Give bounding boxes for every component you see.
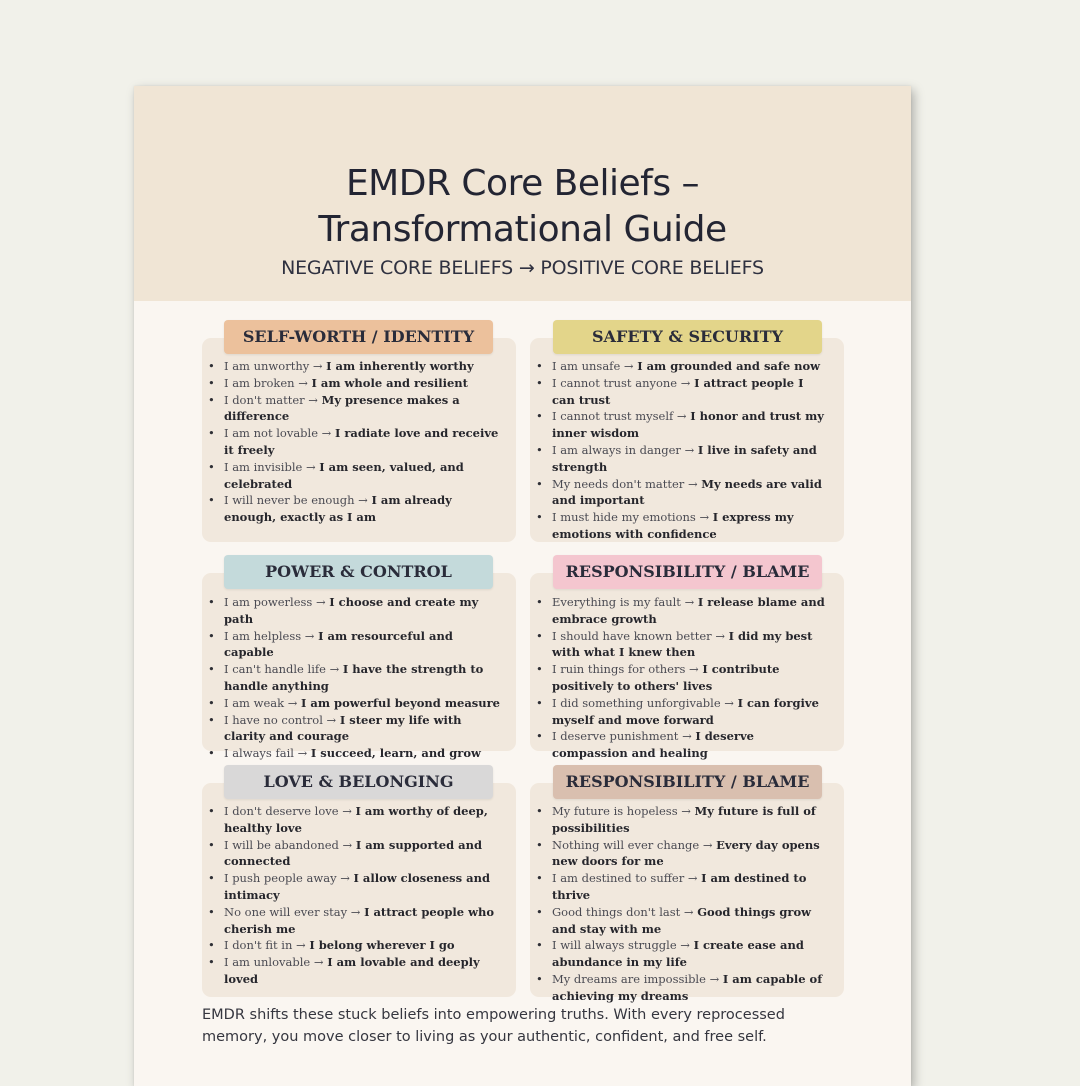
positive-belief: Every day opens new doors for me [552,837,820,869]
belief-item [530,594,830,628]
negative-belief: I don't matter → [224,392,318,407]
belief-item [530,509,830,543]
negative-belief: I ruin things for others → [552,662,699,677]
section-title-future: RESPONSIBILITY / BLAME [553,765,822,799]
section-title-power: POWER & CONTROL [224,555,493,589]
positive-belief: I am destined to thrive [552,871,807,902]
positive-belief: I deserve compassion and healing [552,729,754,761]
belief-item [530,408,830,442]
negative-belief: I am unsafe → [552,359,634,373]
belief-item [530,837,830,871]
negative-belief: I should have known better → [552,628,725,643]
belief-item [202,358,502,375]
belief-item [202,425,502,459]
section-title-responsibility: RESPONSIBILITY / BLAME [553,555,822,589]
section-card-self-worth [202,338,516,542]
belief-item [530,476,830,510]
negative-belief: Nothing will ever change → [552,837,713,852]
negative-belief: I will always struggle → [552,938,690,953]
belief-item [202,712,502,746]
negative-belief: I did something unforgivable → [552,695,734,710]
section-card-love [202,783,516,997]
negative-belief: I am unlovable → [224,955,324,970]
section-title-safety: SAFETY & SECURITY [553,320,822,354]
negative-belief: I always fail → [224,746,308,761]
positive-belief: I have the strength to handle anything [224,662,484,693]
positive-belief: My future is full of possibilities [552,804,816,835]
negative-belief: My future is hopeless → [552,804,691,818]
belief-item [202,628,502,662]
page-subtitle: NEGATIVE CORE BELIEFS → POSITIVE CORE BELIEFS [281,257,764,279]
positive-belief: I succeed, learn, and grow [310,746,481,761]
negative-belief: Everything is my fault → [552,595,695,609]
belief-list [202,358,502,526]
positive-belief: I am supported and connected [224,837,483,869]
belief-item [530,442,830,476]
positive-belief: I can forgive myself and move forward [552,695,819,727]
positive-belief: I live in safety and strength [552,442,817,474]
positive-belief: I am seen, valued, and celebrated [224,459,464,491]
section-card-future [530,783,844,1003]
belief-list [530,594,830,762]
belief-item [202,904,502,938]
belief-item [530,358,830,375]
negative-belief: I have no control → [224,712,337,727]
footer-text: EMDR shifts these stuck beliefs into empowering truths. With every reprocessed memory, you move closer to living as your authentic, confident, and free self. [202,1007,785,1045]
title-line-1: EMDR Core Beliefs – [345,163,700,204]
positive-belief: My needs are valid and important [552,476,822,508]
belief-item [530,728,830,762]
negative-belief: I deserve punishment → [552,729,692,744]
belief-item [530,375,830,409]
positive-belief: I am already enough, exactly as I am [224,493,452,525]
negative-belief: I will never be enough → [224,493,368,508]
belief-item [202,695,502,712]
negative-belief: I am powerless → [224,595,326,609]
positive-belief: I am whole and resilient [311,375,468,390]
section-title-love: LOVE & BELONGING [224,765,493,799]
belief-list [202,594,502,779]
belief-item [202,392,502,426]
negative-belief: I am invisible → [224,459,316,474]
belief-item [530,803,830,837]
belief-item [530,661,830,695]
positive-belief: I contribute positively to others' lives [552,662,780,693]
positive-belief: My presence makes a difference [224,392,460,424]
negative-belief: My needs don't matter → [552,476,698,491]
positive-belief: I express my emotions with confidence [552,510,794,541]
positive-belief: I am powerful beyond measure [301,695,500,710]
belief-item [202,459,502,493]
belief-item [530,937,830,971]
guide-sheet [134,86,911,1086]
negative-belief: I must hide my emotions → [552,510,710,525]
belief-item [202,803,502,837]
negative-belief: I am always in danger → [552,442,695,457]
belief-item [202,937,502,954]
positive-belief: I belong wherever I go [309,938,455,953]
positive-belief: I am lovable and deeply loved [224,955,480,986]
belief-item [530,870,830,904]
positive-belief: I attract people who cherish me [224,904,495,936]
negative-belief: My dreams are impossible → [552,971,720,986]
belief-item [202,661,502,695]
positive-belief: I allow closeness and intimacy [224,871,490,902]
positive-belief: I radiate love and receive it freely [224,426,499,457]
belief-item [202,870,502,904]
belief-item [530,971,830,1005]
negative-belief: No one will ever stay → [224,904,361,919]
belief-item [530,695,830,729]
positive-belief: I choose and create my path [224,595,479,626]
positive-belief: I attract people I can trust [552,375,804,407]
negative-belief: I don't deserve love → [224,804,352,818]
positive-belief: Good things grow and stay with me [552,904,812,936]
negative-belief: I am weak → [224,695,298,710]
belief-item [202,954,502,988]
belief-item [530,904,830,938]
page-title [134,161,911,253]
belief-list [530,358,830,543]
belief-item [202,594,502,628]
section-card-power [202,573,516,761]
belief-item [530,628,830,662]
section-card-responsibility [530,573,844,761]
positive-belief: I create ease and abundance in my life [552,938,804,970]
negative-belief: I will be abandoned → [224,837,353,852]
header-band [134,86,911,301]
negative-belief: I am helpless → [224,628,315,643]
positive-belief: I did my best with what I knew then [552,628,813,660]
positive-belief: I steer my life with clarity and courage [224,712,462,744]
belief-item [202,492,502,526]
belief-list [202,803,502,988]
section-card-safety [530,338,844,542]
negative-belief: I cannot trust myself → [552,409,687,424]
positive-belief: I am capable of achieving my dreams [552,971,823,1003]
negative-belief: I am unworthy → [224,359,323,373]
positive-belief: I release blame and embrace growth [552,595,825,626]
positive-belief: I am worthy of deep, healthy love [224,804,488,835]
belief-item [202,837,502,871]
negative-belief: I am destined to suffer → [552,871,698,886]
title-line-2: Transformational Guide [318,209,727,250]
positive-belief: I am grounded and safe now [637,359,821,373]
negative-belief: I am not lovable → [224,426,332,441]
section-title-self-worth: SELF-WORTH / IDENTITY [224,320,493,354]
positive-belief: I am resourceful and capable [224,628,453,660]
negative-belief: I push people away → [224,871,350,886]
negative-belief: I am broken → [224,375,308,390]
negative-belief: I can't handle life → [224,662,340,677]
negative-belief: Good things don't last → [552,904,694,919]
positive-belief: I honor and trust my inner wisdom [552,409,824,441]
belief-list [530,803,830,1005]
positive-belief: I am inherently worthy [326,359,474,373]
negative-belief: I cannot trust anyone → [552,375,691,390]
belief-item [202,375,502,392]
negative-belief: I don't fit in → [224,938,306,953]
